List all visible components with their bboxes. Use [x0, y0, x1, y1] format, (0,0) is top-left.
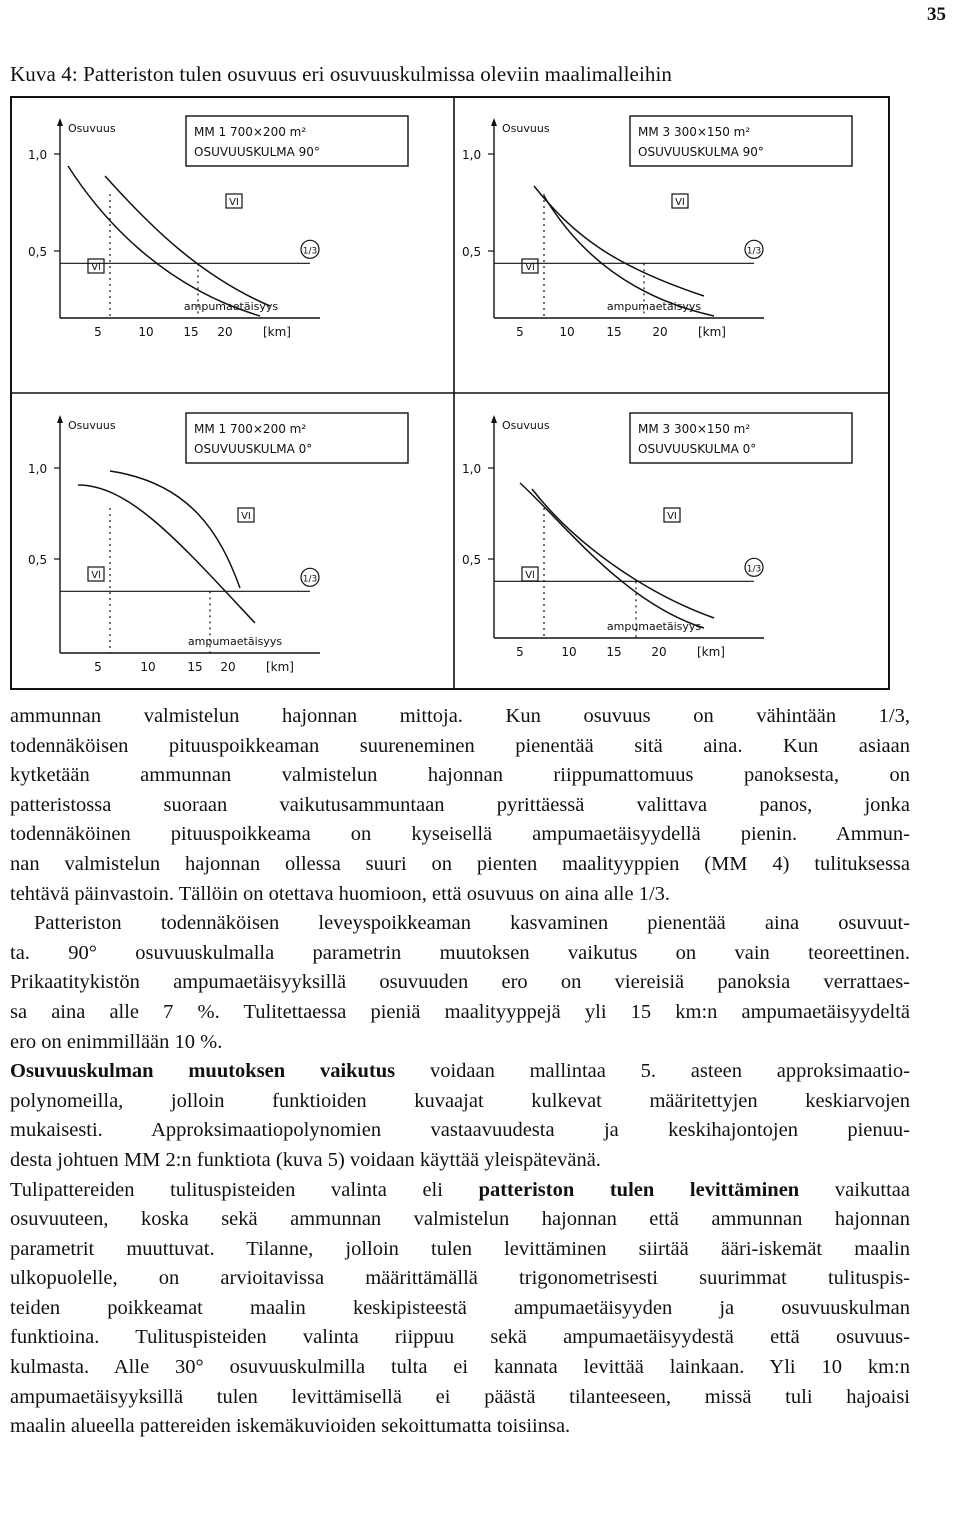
- third-label: 1/3: [302, 246, 318, 257]
- y-axis-arrow: [491, 118, 497, 126]
- page-number: 35: [927, 4, 946, 25]
- y-axis-label: Osuvuus: [502, 419, 550, 432]
- text-line: mukaisesti. Approksimaatiopolynomien vastaavuudesta ja keskihajontojen pienuu-: [10, 1119, 910, 1142]
- paragraph-1: [10, 702, 910, 909]
- third-label: 1/3: [746, 564, 762, 575]
- x-tick-label: 5: [516, 645, 524, 659]
- curve-label-vl: Vl: [525, 570, 535, 581]
- text-line: ampumaetäisyyksillä tulen levittämisellä ei päästä tilanteeseen, missä tuli hajoaisi: [10, 1385, 910, 1408]
- text-segment: Tulipattereiden tulituspisteiden valinta eli: [10, 1178, 479, 1201]
- paragraph-3: [10, 1057, 910, 1175]
- text-line: osuvuuteen, koska sekä ammunnan valmistelun hajonnan että ammunnan hajonnan: [10, 1208, 910, 1231]
- text-line: patteristossa suoraan vaikutusammuntaan pyrittäessä valittava panos, jonka: [10, 793, 910, 816]
- text-line: sa aina alle 7 %. Tulitettaessa pieniä maalityyppejä yli 15 km:n ampumaetäisyydeltä: [10, 1000, 910, 1023]
- panel-title-line2: OSUVUUSKULMA 0°: [638, 442, 757, 456]
- y-axis-label: Osuvuus: [68, 122, 116, 135]
- text-line: [10, 1057, 910, 1087]
- text-line: todennäköinen pituuspoikkeama on kyseisellä ampumaetäisyydellä pienin. Ammun-: [10, 823, 910, 846]
- text-line: ero on enimmillään 10 %.: [10, 1030, 223, 1053]
- x-tick-label: 5: [516, 325, 524, 339]
- y-tick-label: 0,5: [28, 245, 48, 259]
- panel-title-line1: MM 3 300×150 m²: [638, 422, 751, 436]
- text-segment: voidaan mallintaa 5. asteen approksimaatio-: [395, 1060, 910, 1083]
- x-unit-label: [km]: [696, 645, 726, 659]
- x-tick-label: 10: [140, 660, 156, 674]
- panel-2: [462, 116, 852, 339]
- text-line: ulkopuolelle, on arvioitavissa määrittämällä trigonometrisesti suurimmat tulituspis-: [10, 1267, 910, 1290]
- panels: [28, 116, 852, 674]
- body-text: [10, 702, 910, 1442]
- x-tick-label: 10: [559, 325, 575, 339]
- x-unit-label: [km]: [697, 325, 727, 339]
- x-axis-label: ampumaetäisyys: [606, 300, 702, 313]
- panel-title-line1: MM 1 700×200 m²: [194, 422, 307, 436]
- panel-title-line1: MM 3 300×150 m²: [638, 125, 751, 139]
- panel-3: [28, 413, 408, 674]
- y-tick-label: 0,5: [462, 245, 482, 259]
- figure-caption: Kuva 4: Patteriston tulen osuvuus eri osuvuuskulmissa oleviin maalimalleihin: [10, 62, 673, 86]
- curve-label-vl: Vl: [525, 262, 535, 273]
- paragraph-2: [10, 909, 910, 1057]
- x-axis-label: ampumaetäisyys: [183, 300, 279, 313]
- third-label: 1/3: [746, 246, 762, 257]
- text-line: [10, 1176, 910, 1206]
- x-axis-label: ampumaetäisyys: [606, 620, 702, 633]
- panel-title-line2: OSUVUUSKULMA 0°: [194, 442, 313, 456]
- text-line: funktioina. Tulituspisteiden valinta riippuu sekä ampumaetäisyydestä että osuvuus-: [10, 1326, 910, 1349]
- x-tick-label: 20: [217, 325, 233, 339]
- x-tick-label: 20: [651, 645, 667, 659]
- y-axis-label: Osuvuus: [502, 122, 550, 135]
- curve-label-vi: VI: [241, 511, 251, 522]
- paragraph-4: [10, 1176, 910, 1442]
- x-tick-label: 15: [606, 325, 622, 339]
- curve-vl: [520, 483, 704, 628]
- y-tick-label: 0,5: [28, 553, 48, 567]
- text-line: teiden poikkeamat maalin keskipisteestä ampumaetäisyyden ja osuvuuskulman: [10, 1296, 910, 1319]
- text-line: kytketään ammunnan valmistelun hajonnan riippumattomuus panoksesta, on: [10, 764, 910, 787]
- x-axis-label: ampumaetäisyys: [187, 635, 283, 648]
- y-tick-label: 1,0: [462, 462, 482, 476]
- text-line: todennäköisen pituuspoikkeaman suureneminen pienentää sitä aina. Kun asiaan: [10, 734, 910, 757]
- text-line: ammunnan valmistelun hajonnan mittoja. Kun osuvuus on vähintään 1/3,: [10, 705, 910, 727]
- text-line: tehtävä päinvastoin. Tällöin on otettava huomioon, että osuvuus on aina alle 1/3.: [10, 882, 671, 905]
- bold-term: patteriston tulen levittäminen: [478, 1178, 800, 1201]
- x-tick-label: 5: [94, 325, 102, 339]
- curve-vi: [110, 471, 240, 588]
- x-tick-label: 20: [652, 325, 668, 339]
- text-line: polynomeilla, jolloin funktioiden kuvaajat kulkevat määritettyjen keskiarvojen: [10, 1089, 910, 1112]
- x-tick-label: 15: [606, 645, 622, 659]
- curve-vi: [532, 489, 714, 618]
- figure-svg: [10, 96, 890, 690]
- panel-1: [28, 116, 408, 339]
- figure-panel-grid: [10, 96, 890, 690]
- x-tick-label: 5: [94, 660, 102, 674]
- y-tick-label: 0,5: [462, 553, 482, 567]
- panel-title-line1: MM 1 700×200 m²: [194, 125, 307, 139]
- curve-label-vl: Vl: [91, 262, 101, 273]
- y-axis-arrow: [57, 415, 63, 423]
- curve-vl: [78, 485, 255, 623]
- x-unit-label: [km]: [265, 660, 295, 674]
- third-label: 1/3: [302, 574, 318, 585]
- x-tick-label: 20: [220, 660, 236, 674]
- curve-vl: [68, 166, 260, 316]
- y-axis-arrow: [491, 415, 497, 423]
- curve-label-vl: Vl: [91, 570, 101, 581]
- panel-title-line2: OSUVUUSKULMA 90°: [638, 145, 764, 159]
- text-line: kulmasta. Alle 30° osuvuuskulmilla tulta ei kannata levittää lainkaan. Yli 10 km:n: [10, 1356, 910, 1379]
- text-line: ta. 90° osuvuuskulmalla parametrin muutoksen vaikutus on vain teoreettinen.: [10, 941, 910, 964]
- text-line: nan valmistelun hajonnan ollessa suuri on pienten maalityyppien (MM 4) tulituksessa: [10, 852, 910, 875]
- y-tick-label: 1,0: [28, 148, 48, 162]
- x-tick-label: 10: [561, 645, 577, 659]
- y-axis-label: Osuvuus: [68, 419, 116, 432]
- x-tick-label: 10: [138, 325, 154, 339]
- y-tick-label: 1,0: [28, 462, 48, 476]
- curve-vl: [544, 196, 714, 316]
- x-tick-label: 15: [187, 660, 203, 674]
- curve-label-vi: VI: [675, 197, 685, 208]
- curve-label-vi: VI: [667, 511, 677, 522]
- panel-title-line2: OSUVUUSKULMA 90°: [194, 145, 320, 159]
- text-line: desta johtuen MM 2:n funktiota (kuva 5) voidaan käyttää yleispätevänä.: [10, 1148, 601, 1171]
- y-tick-label: 1,0: [462, 148, 482, 162]
- text-line: parametrit muuttuvat. Tilanne, jolloin tulen levittäminen siirtää ääri-iskemät maalin: [10, 1237, 910, 1260]
- x-unit-label: [km]: [262, 325, 292, 339]
- y-axis-arrow: [57, 118, 63, 126]
- curve-label-vi: VI: [229, 197, 239, 208]
- text-line: Patteriston todennäköisen leveyspoikkeaman kasvaminen pienentää aina osuvuut-: [34, 912, 910, 935]
- text-line: maalin alueella pattereiden iskemäkuvioiden sekoittumatta toisiinsa.: [10, 1415, 571, 1438]
- bold-term: Osuvuuskulman muutoksen vaikutus: [10, 1060, 396, 1083]
- x-tick-label: 15: [183, 325, 199, 339]
- text-line: Prikaatitykistön ampumaetäisyyksillä osuvuuden ero on viereisiä panoksia verrattaes-: [10, 971, 910, 994]
- text-segment: vaikuttaa: [799, 1178, 910, 1201]
- panel-4: [462, 413, 852, 659]
